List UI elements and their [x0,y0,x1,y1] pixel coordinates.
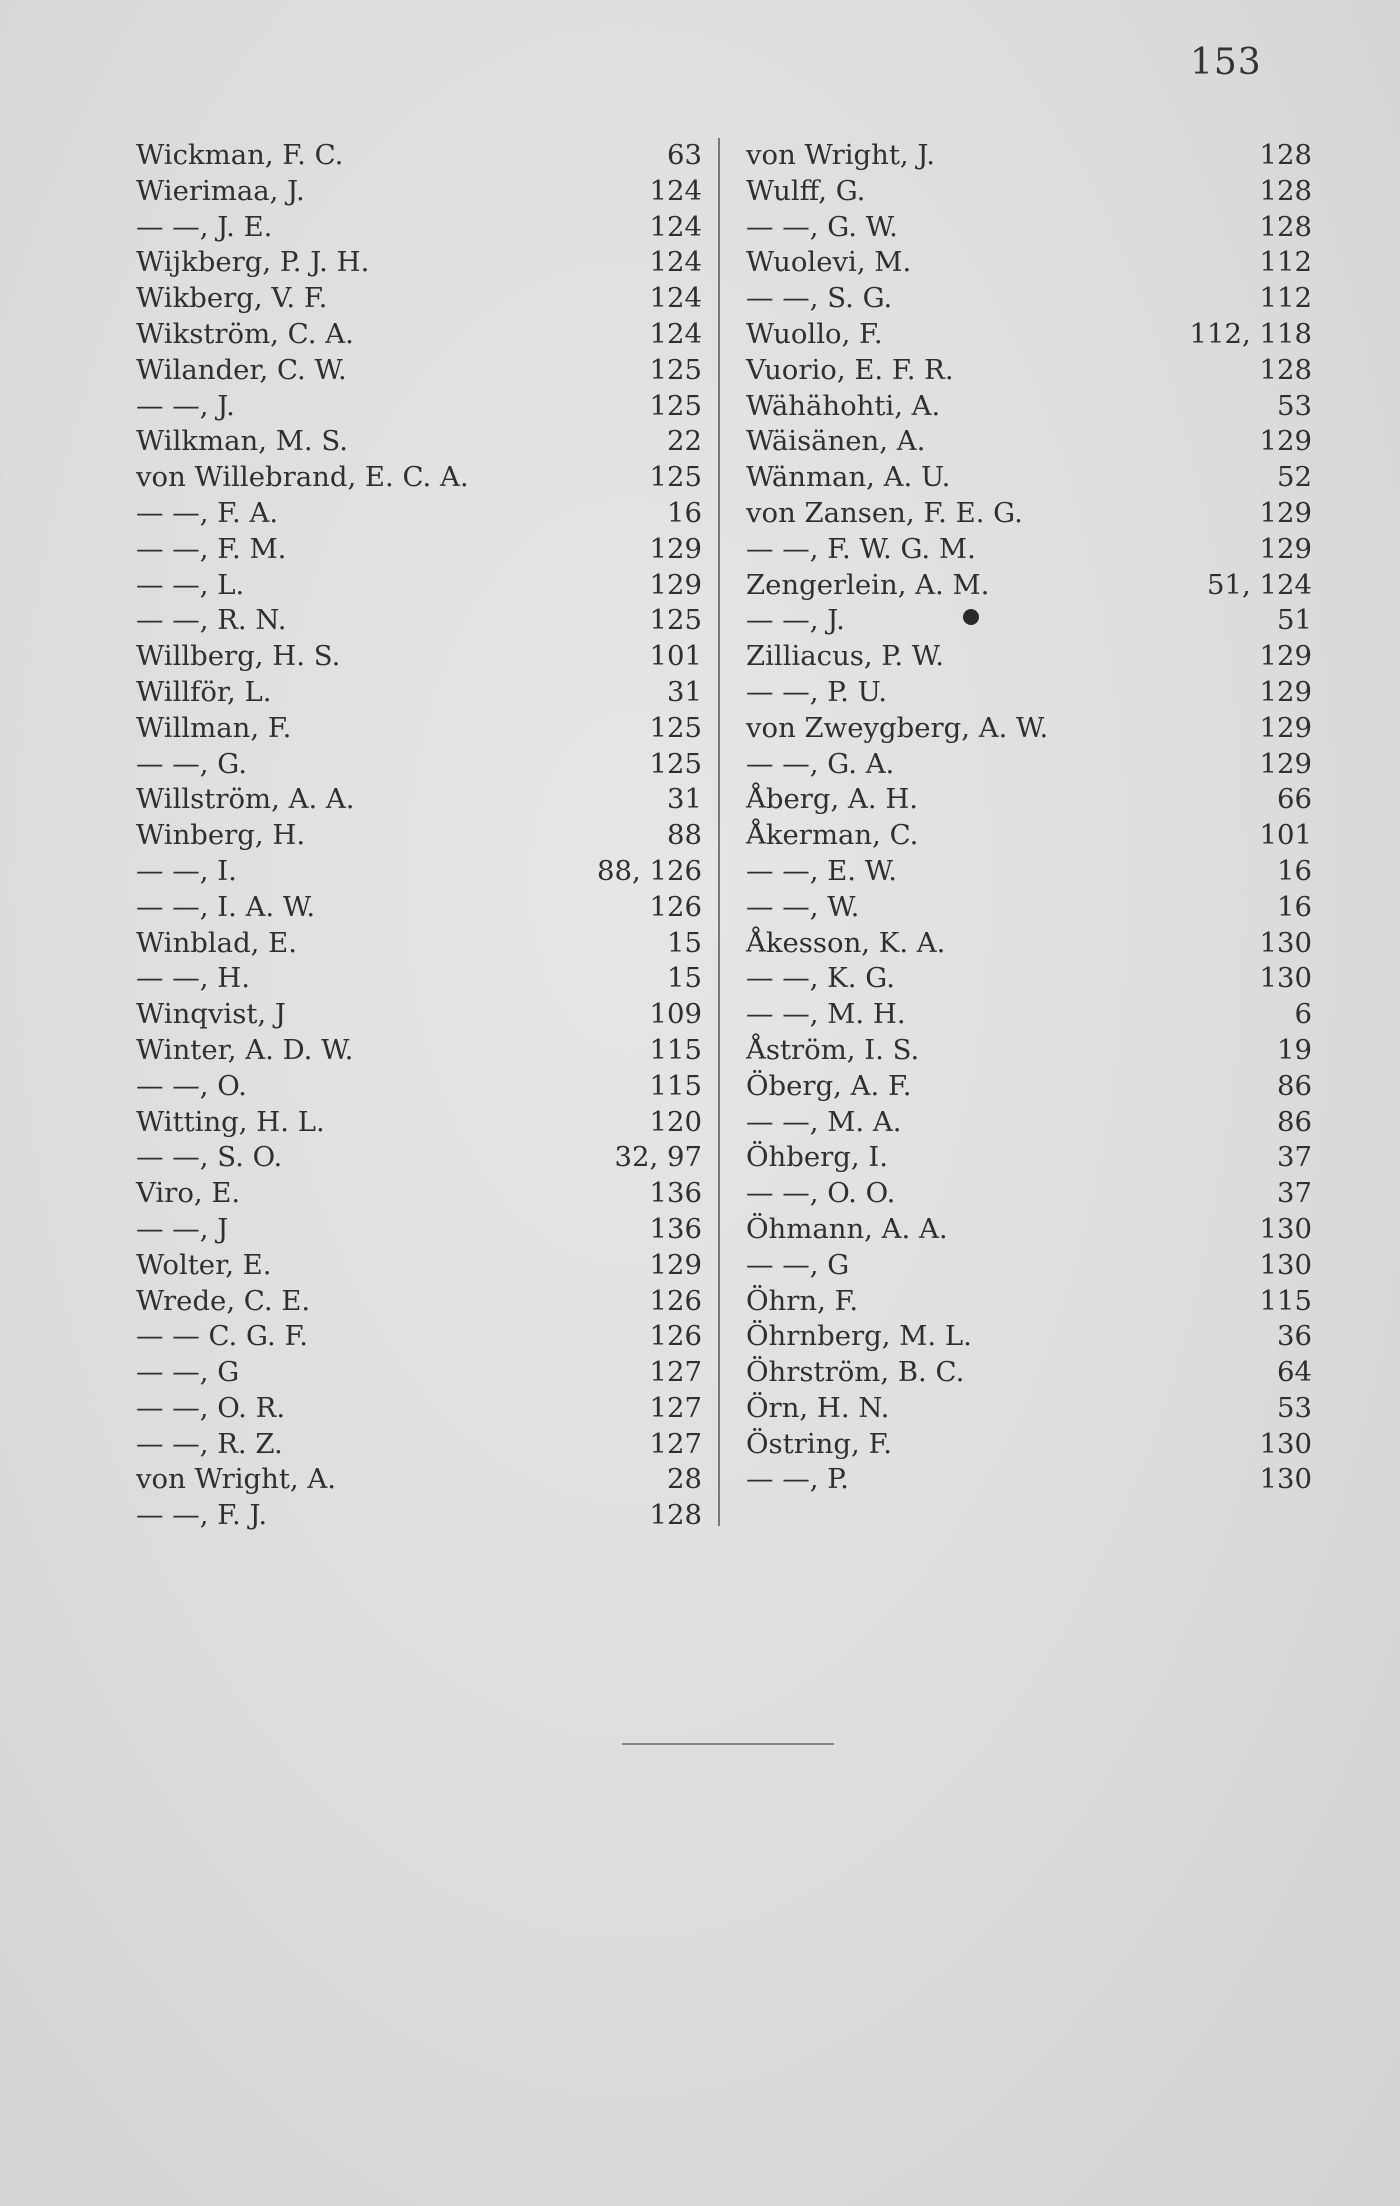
index-entry [132,818,702,854]
entry-name: — —, J. [136,389,235,422]
entry-pages: 22 [667,425,702,458]
entry-name: Zengerlein, A. M. [746,568,990,601]
index-entry [132,961,702,997]
index-entry [132,317,702,353]
entry-pages: 37 [1277,1141,1312,1174]
entry-pages: 126 [649,1320,702,1353]
entry-pages: 129 [1259,496,1312,529]
index-entry [132,1498,702,1534]
entry-pages: 63 [667,139,702,171]
entry-name: — —, J. E. [136,210,273,243]
entry-pages: 124 [649,174,702,207]
entry-pages: 64 [1277,1356,1312,1389]
entry-name: Wilkman, M. S. [136,425,348,458]
entry-pages: 36 [1277,1320,1312,1353]
entry-name: — — C. G. F. [136,1320,309,1353]
entry-name: Öhrnberg, M. L. [746,1320,972,1353]
index-entry [742,890,1312,926]
entry-name: — —, G. [136,747,247,780]
entry-name: Åkerman, C. [746,819,919,852]
entry-pages: 136 [649,1177,702,1210]
index-entry [132,1140,702,1176]
entry-pages: 88 [667,819,702,852]
entry-pages: 52 [1277,461,1312,494]
end-rule [622,1743,834,1745]
entry-pages: 125 [649,461,702,494]
entry-name: — —, R. N. [136,604,287,637]
entry-pages: 112 [1259,282,1312,315]
index-entry [742,818,1312,854]
entry-pages: 115 [649,1069,702,1102]
index-entry [132,1319,702,1355]
index-entry [132,138,702,174]
entry-name: Åberg, A. H. [746,783,919,816]
entry-name: — —, R. Z. [136,1427,283,1460]
entry-name: — —, M. A. [746,1105,902,1138]
index-entry [132,926,702,962]
index-entry [132,747,702,783]
index-entry [742,747,1312,783]
entry-name: Öhmann, A. A. [746,1212,948,1245]
entry-name: Åström, I. S. [746,1033,920,1066]
entry-name: Öberg, A. F. [746,1069,912,1102]
entry-name: Willför, L. [136,675,272,708]
entry-pages: 66 [1277,783,1312,816]
entry-name: von Willebrand, E. C. A. [136,461,469,494]
entry-name: Zilliacus, P. W. [746,640,945,673]
entry-name: Witting, H. L. [136,1105,325,1138]
index-entry [742,603,1312,639]
entry-name: Wäisänen, A. [746,425,926,458]
entry-name: Willberg, H. S. [136,640,341,673]
entry-name: — —, K. G. [746,962,895,995]
entry-name: Winblad, E. [136,926,297,959]
index-entry [132,532,702,568]
index-entry [742,961,1312,997]
entry-pages: 126 [649,890,702,923]
index-entry [132,1355,702,1391]
entry-pages: 51, 124 [1207,568,1312,601]
entry-name: — —, M. H. [746,998,906,1031]
index-entry [742,424,1312,460]
entry-name: Östring, F. [746,1427,892,1460]
index-entry [132,353,702,389]
entry-pages: 31 [667,783,702,816]
index-entry [132,1427,702,1463]
entry-name: — —, H. [136,962,250,995]
entry-name: — —, J. [746,604,845,637]
entry-pages: 6 [1294,998,1312,1031]
entry-pages: 129 [1259,640,1312,673]
entry-name: — —, J [136,1212,229,1245]
entry-name: Willström, A. A. [136,783,355,816]
index-entry [132,1391,702,1427]
index-entry [742,281,1312,317]
entry-pages: 128 [1259,210,1312,243]
index-entry [132,174,702,210]
index-entry [742,1176,1312,1212]
index-entry [742,1284,1312,1320]
entry-name: Wolter, E. [136,1248,272,1281]
entry-pages: 31 [667,675,702,708]
index-entry [742,1105,1312,1141]
entry-name: Vuorio, E. F. R. [746,353,954,386]
entry-pages: 128 [1259,174,1312,207]
index-entry [132,1176,702,1212]
entry-name: Wickman, F. C. [136,139,344,171]
entry-pages: 19 [1277,1033,1312,1066]
entry-name: — —, E. W. [746,854,897,887]
entry-pages: 125 [649,604,702,637]
entry-pages: 16 [667,496,702,529]
entry-pages: 32, 97 [614,1141,702,1174]
entry-pages: 129 [649,532,702,565]
index-entry [742,460,1312,496]
entry-name: — —, G. A. [746,747,895,780]
entry-pages: 88, 126 [597,854,702,887]
index-entry [132,424,702,460]
entry-pages: 129 [649,1248,702,1281]
index-entry [742,1212,1312,1248]
entry-pages: 28 [667,1463,702,1496]
index-entry [132,603,702,639]
entry-pages: 16 [1277,890,1312,923]
entry-pages: 136 [649,1212,702,1245]
entry-name: Willman, F. [136,711,292,744]
index-entry [132,1284,702,1320]
index-entry [742,1248,1312,1284]
index-entry [742,782,1312,818]
column-divider [718,138,720,1526]
index-entry [742,389,1312,425]
entry-pages: 112, 118 [1189,317,1312,350]
entry-pages: 16 [1277,854,1312,887]
index-entry [132,460,702,496]
entry-name: Wijkberg, P. J. H. [136,246,370,279]
entry-name: Winqvist, J [136,998,286,1031]
entry-pages: 127 [649,1391,702,1424]
entry-name: Viro, E. [136,1177,241,1210]
entry-name: Wierimaa, J. [136,174,305,207]
index-entry [132,782,702,818]
index-entry [742,353,1312,389]
entry-pages: 127 [649,1356,702,1389]
index-entry [742,1319,1312,1355]
entry-pages: 129 [1259,425,1312,458]
entry-name: von Wright, A. [136,1463,336,1496]
entry-pages: 130 [1259,926,1312,959]
entry-pages: 101 [1259,819,1312,852]
entry-pages: 86 [1277,1105,1312,1138]
entry-name: von Wright, J. [746,139,935,171]
entry-pages: 125 [649,747,702,780]
entry-pages: 129 [1259,711,1312,744]
index-entry [132,389,702,425]
entry-pages: 125 [649,353,702,386]
index-entry [132,997,702,1033]
index-entry [742,174,1312,210]
entry-pages: 112 [1259,246,1312,279]
entry-name: — —, S. G. [746,282,893,315]
index-entry [742,1391,1312,1427]
entry-name: — —, I. A. W. [136,890,316,923]
entry-pages: 115 [1259,1284,1312,1317]
index-entry [132,1212,702,1248]
entry-pages: 53 [1277,1391,1312,1424]
entry-pages: 130 [1259,1463,1312,1496]
entry-name: Wilander, C. W. [136,353,347,386]
entry-pages: 129 [1259,747,1312,780]
entry-pages: 128 [1259,353,1312,386]
index-entry [132,854,702,890]
entry-pages: 124 [649,317,702,350]
entry-pages: 124 [649,210,702,243]
index-entry [132,210,702,246]
index-entry [132,1248,702,1284]
entry-name: — —, O. [136,1069,247,1102]
index-entry [132,711,702,747]
entry-pages: 127 [649,1427,702,1460]
index-entry [742,138,1312,174]
entry-name: Wuolevi, M. [746,246,912,279]
entry-name: von Zweygberg, A. W. [746,711,1049,744]
index-entry [742,532,1312,568]
entry-name: Wrede, C. E. [136,1284,311,1317]
index-entry [132,1033,702,1069]
entry-name: Winberg, H. [136,819,306,852]
index-entry [132,675,702,711]
index-entry [132,1069,702,1105]
index-entry [742,1462,1312,1498]
entry-pages: 126 [649,1284,702,1317]
entry-pages: 53 [1277,389,1312,422]
entry-pages: 125 [649,389,702,422]
index-entry [132,890,702,926]
entry-pages: 101 [649,640,702,673]
entry-name: Örn, H. N. [746,1391,890,1424]
entry-name: Wulff, G. [746,174,866,207]
entry-pages: 109 [649,998,702,1031]
index-entry [132,245,702,281]
entry-name: Wuollo, F. [746,317,883,350]
entry-name: — —, O. R. [136,1391,286,1424]
entry-name: — —, G [746,1248,850,1281]
index-entry [742,639,1312,675]
entry-pages: 128 [1259,139,1312,171]
entry-pages: 15 [667,962,702,995]
index-entry [742,210,1312,246]
entry-name: von Zansen, F. E. G. [746,496,1023,529]
index-entry [742,711,1312,747]
entry-name: — —, P. [746,1463,849,1496]
entry-name: — —, F. M. [136,532,287,565]
index-entry [132,496,702,532]
page-number: 153 [1190,42,1262,83]
entry-name: — —, F. J. [136,1499,268,1532]
entry-name: — —, I. [136,854,237,887]
index-entry [742,1069,1312,1105]
entry-name: — —, W. [746,890,860,923]
entry-pages: 124 [649,246,702,279]
entry-name: Wikström, C. A. [136,317,354,350]
index-entry [742,317,1312,353]
entry-name: Öhberg, I. [746,1141,888,1174]
index-entry [132,639,702,675]
index-entry [132,281,702,317]
entry-pages: 124 [649,282,702,315]
index-entry [742,854,1312,890]
entry-name: — —, F. A. [136,496,279,529]
entry-name: Wänman, A. U. [746,461,951,494]
index-entry [742,245,1312,281]
index-entry [742,1033,1312,1069]
index-column-right [742,138,1312,1498]
entry-name: — —, G. W. [746,210,898,243]
entry-pages: 37 [1277,1177,1312,1210]
index-entry [742,1355,1312,1391]
index-entry [742,1427,1312,1463]
entry-name: Wikberg, V. F. [136,282,328,315]
entry-pages: 130 [1259,1212,1312,1245]
index-entry [132,1462,702,1498]
entry-pages: 129 [1259,675,1312,708]
entry-pages: 86 [1277,1069,1312,1102]
entry-name: Åkesson, K. A. [746,926,946,959]
entry-name: — —, L. [136,568,245,601]
entry-pages: 120 [649,1105,702,1138]
entry-pages: 128 [649,1499,702,1532]
index-entry [742,568,1312,604]
entry-name: Öhrn, F. [746,1284,859,1317]
entry-name: — —, S. O. [136,1141,283,1174]
index-entry [742,675,1312,711]
entry-pages: 51 [1277,604,1312,637]
entry-name: Wähähohti, A. [746,389,941,422]
index-entry [132,568,702,604]
entry-name: — —, F. W. G. M. [746,532,976,565]
entry-pages: 125 [649,711,702,744]
entry-name: — —, G [136,1356,240,1389]
entry-name: — —, O. O. [746,1177,896,1210]
entry-pages: 130 [1259,1427,1312,1460]
ink-blot [963,609,979,625]
entry-name: Öhrström, B. C. [746,1356,965,1389]
entry-pages: 130 [1259,962,1312,995]
entry-pages: 130 [1259,1248,1312,1281]
index-entry [742,496,1312,532]
index-column-left [132,138,702,1534]
entry-pages: 115 [649,1033,702,1066]
index-entry [742,997,1312,1033]
entry-pages: 129 [1259,532,1312,565]
index-entry [742,1140,1312,1176]
index-entry [132,1105,702,1141]
index-entry [742,926,1312,962]
entry-pages: 129 [649,568,702,601]
entry-name: — —, P. U. [746,675,888,708]
entry-name: Winter, A. D. W. [136,1033,354,1066]
entry-pages: 15 [667,926,702,959]
